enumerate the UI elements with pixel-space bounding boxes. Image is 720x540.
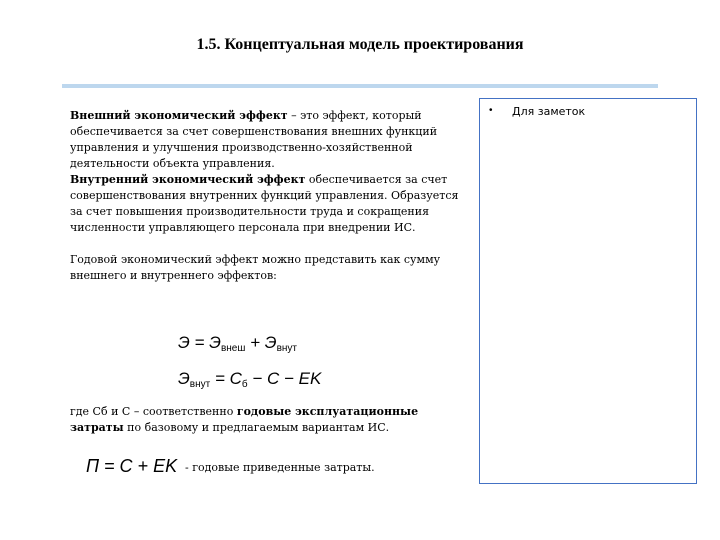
slide-title: 1.5. Концептуальная модель проектирования xyxy=(196,36,524,53)
term-external-effect: Внешний экономический эффект xyxy=(70,109,288,122)
title-divider xyxy=(62,84,658,88)
formula-subscript: б xyxy=(241,379,248,390)
formula-operator: = xyxy=(189,333,210,352)
title-divider-bar xyxy=(62,84,658,88)
main-text xyxy=(70,108,465,284)
costs-text-a: где Сб и С – соответственно xyxy=(70,405,237,418)
definition-internal-effect: обеспечивается за счет совершенствования внутренних функций управления. Образуется за счет повышения производительности труда и сокращения численности управляющего персонала при внедрении ИС. xyxy=(70,173,459,234)
formula-total-effect xyxy=(178,333,297,354)
costs-text-b: по базовому и предлагаемым вариантам ИС. xyxy=(123,421,390,434)
notes-box[interactable] xyxy=(479,98,697,484)
formula-symbol: Э xyxy=(178,333,190,352)
bullet-icon: • xyxy=(489,105,493,116)
paragraph-costs xyxy=(70,404,465,436)
paragraph-annual-effect: Годовой экономический эффект можно представить как сумму внешнего и внутреннего эффектов: xyxy=(70,253,441,282)
formula-symbol: Э xyxy=(209,333,221,352)
term-operating-costs: годовые эксплуатационные затраты xyxy=(70,405,419,434)
reduced-costs-caption: - годовые приведенные затраты. xyxy=(185,461,375,474)
formula-reduced-costs: П = C + EK xyxy=(86,456,178,476)
formula-symbol: С xyxy=(229,369,242,388)
formula-subscript: внут xyxy=(189,379,211,390)
formula-internal-effect xyxy=(178,369,321,390)
notes-label: Для заметок xyxy=(512,105,586,118)
formula-rest: − C − EK xyxy=(247,369,322,388)
paragraph-external-effect xyxy=(70,108,465,172)
paragraph-internal-effect xyxy=(70,172,465,236)
formula-subscript: внеш xyxy=(220,343,246,354)
formula-symbol: Э xyxy=(264,333,277,352)
formula-subscript: внут xyxy=(276,343,297,354)
definition-external-effect: – это эффект, который обеспечивается за счет совершенствования внешних функций управления и улучшения производственно-хозяйственной деятельности объекта управления. xyxy=(70,109,438,170)
formula-operator: + xyxy=(245,333,265,352)
term-internal-effect: Внутренний экономический эффект xyxy=(70,173,306,186)
formula-symbol: Э xyxy=(178,369,190,388)
formula-operator: = xyxy=(210,369,230,388)
